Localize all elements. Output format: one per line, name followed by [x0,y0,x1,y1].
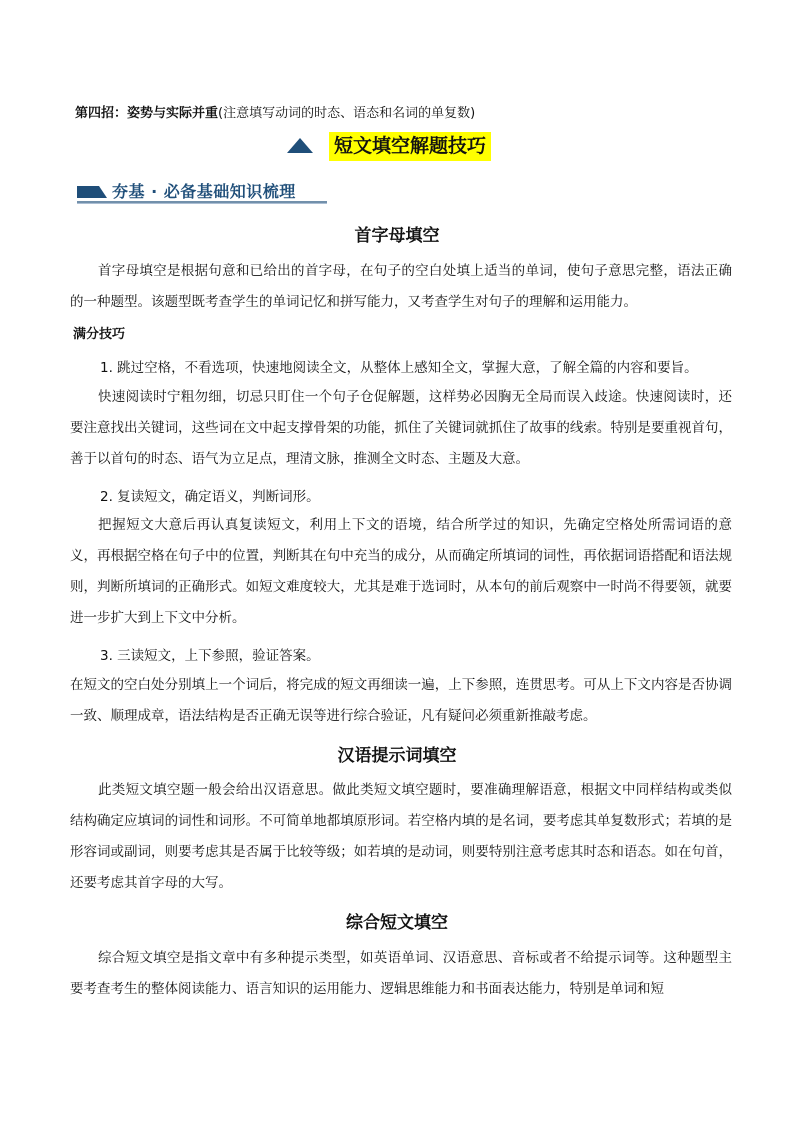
section-banner [75,176,327,204]
section-heading-initial-letter: 首字母填空 [354,226,440,246]
step-2: 2. 复读短文，确定语义，判断词形。 [100,489,320,505]
section-heading-chinese-hint: 汉语提示词填空 [337,746,457,766]
strategy-line [75,102,475,121]
step-3: 3. 三读短文，上下参照，验证答案。 [100,648,320,664]
step-3-body: 在短文的空白处分别填上一个词后，将完成的短文再细读一遍，上下参照，连贯思考。可从上下文内容是否协调一致、顺理成章，语法结构是否正确无误等进行综合验证，凡有疑问必须重新推敲考虑。 [70,677,732,724]
title-row [0,132,794,162]
section2-body: 此类短文填空题一般会给出汉语意思。做此类短文填空题时，要准确理解语意，根据文中同样结构或类似结构确定应填词的词性和词形。不可简单地都填原形词。若空格内填的是名词，要考虑其单复数形式；若填的是形容词或副词，则要考虑其是否属于比较等级；如若填的是动词，则要特别注意考虑其时态和语态。如在句首，还要考虑其首字母的大写。 [70,782,732,891]
step-1-body: 快速阅读时宁粗勿细，切忌只盯住一个句子仓促解题，这样势必因胸无全局而误入歧途。快速阅读时，还要注意找出关键词，这些词在文中起支撑骨架的功能，抓住了关键词就抓住了故事的线索。特别是要重视首句，善于以首句的时态、语气为立足点，理清文脉，推测全文时态、主题及大意。 [70,389,732,467]
triangle-icon [287,138,313,153]
section1-intro: 首字母填空是根据句意和已给出的首字母，在句子的空白处填上适当的单词，使句子意思完整，语法正确的一种题型。该题型既考查学生的单词记忆和拼写能力，又考查学生对句子的理解和运用能力。 [70,263,732,310]
strategy-label: 第四招：姿势与实际并重 [75,106,219,121]
section3-body: 综合短文填空是指文章中有多种提示类型，如英语单词、汉语意思、音标或者不给提示词等。这种题型主要考查考生的整体阅读能力、语言知识的运用能力、逻辑思维能力和书面表达能力，特别是单词和短 [70,950,732,997]
tips-label: 满分技巧 [73,327,126,342]
section-heading-comprehensive: 综合短文填空 [346,913,448,933]
step-2-body: 把握短文大意后再认真复读短文，利用上下文的语境，结合所学过的知识，先确定空格处所需词语的意义，再根据空格在句子中的位置，判断其在句中充当的成分，从而确定所填词的词性，再依据词语搭配和语法规则，判断所填词的正确形式。如短文难度较大，尤其是难于选词时，从本句的前后观察中一时尚不得要领，就要进一步扩大到上下文中分析。 [70,517,732,626]
banner-text: 夯基 · 必备基础知识梳理 [112,182,296,201]
strategy-note: (注意填写动词的时态、语态和名词的单复数) [218,106,476,121]
step-1: 1. 跳过空格，不看选项，快速地阅读全文，从整体上感知全文，掌握大意，了解全篇的内容和要旨。 [100,360,698,376]
page-title: 短文填空解题技巧 [329,132,491,161]
